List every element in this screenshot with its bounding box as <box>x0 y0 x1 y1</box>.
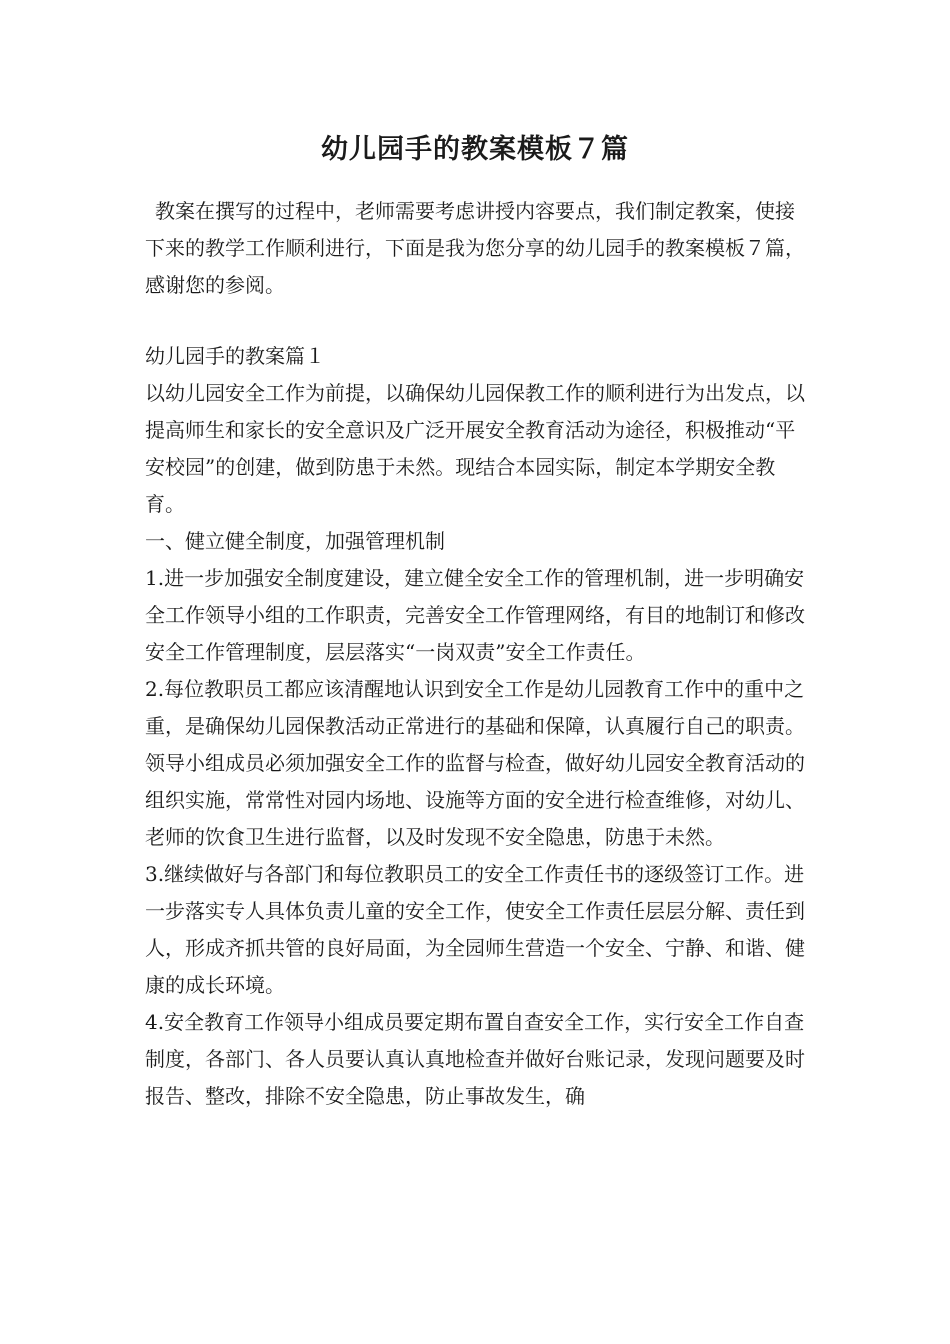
intro-paragraph: 教案在撰写的过程中，老师需要考虑讲授内容要点，我们制定教案，使接下来的教学工作顺利进行，下面是我为您分享的幼儿园手的教案模板７篇，感谢您的参阅。 <box>145 199 805 297</box>
section-heading: 幼儿园手的教案篇１ <box>145 344 325 368</box>
body-paragraph: 2.每位教职员工都应该清醒地认识到安全工作是幼儿园教育工作中的重中之重，是确保幼儿园保教活动正常进行的基础和保障，认真履行自己的职责。领导小组成员必须加强安全工作的监督与检查，做好幼儿园安全教育活动的组织实施，常常性对园内场地、设施等方面的安全进行检查维修，对幼儿、老师的饮食卫生进行监督，以及时发现不安全隐患，防患于未然。 <box>145 677 805 849</box>
document-body <box>145 338 810 1115</box>
body-paragraph: 1.进一步加强安全制度建设，建立健全安全工作的管理机制，进一步明确安全工作领导小组的工作职责，完善安全工作管理网络，有目的地制订和修改安全工作管理制度，层层落实“一岗双责”安全工作责任。 <box>145 566 805 664</box>
document-title: 幼儿园手的教案模板７篇 <box>321 134 629 165</box>
body-paragraph: 以幼儿园安全工作为前提，以确保幼儿园保教工作的顺利进行为出发点，以提高师生和家长的安全意识及广泛开展安全教育活动为途径，积极推动“平安校园”的创建，做到防患于未然。现结合本园实际，制定本学期安全教育。 <box>145 381 805 516</box>
body-paragraph: 3.继续做好与各部门和每位教职员工的安全工作责任书的逐级签订工作。进一步落实专人具体负责儿童的安全工作，使安全工作责任层层分解、责任到人，形成齐抓共管的良好局面，为全园师生营造一个安全、宁静、和谐、健康的成长环境。 <box>145 862 805 997</box>
body-paragraph: 4.安全教育工作领导小组成员要定期布置自查安全工作，实行安全工作自查制度，各部门、各人员要认真认真地检查并做好台账记录，发现问题要及时报告、整改，排除不安全隐患，防止事故发生，确 <box>145 1010 805 1108</box>
subsection-heading: 一、健立健全制度，加强管理机制 <box>145 529 445 553</box>
